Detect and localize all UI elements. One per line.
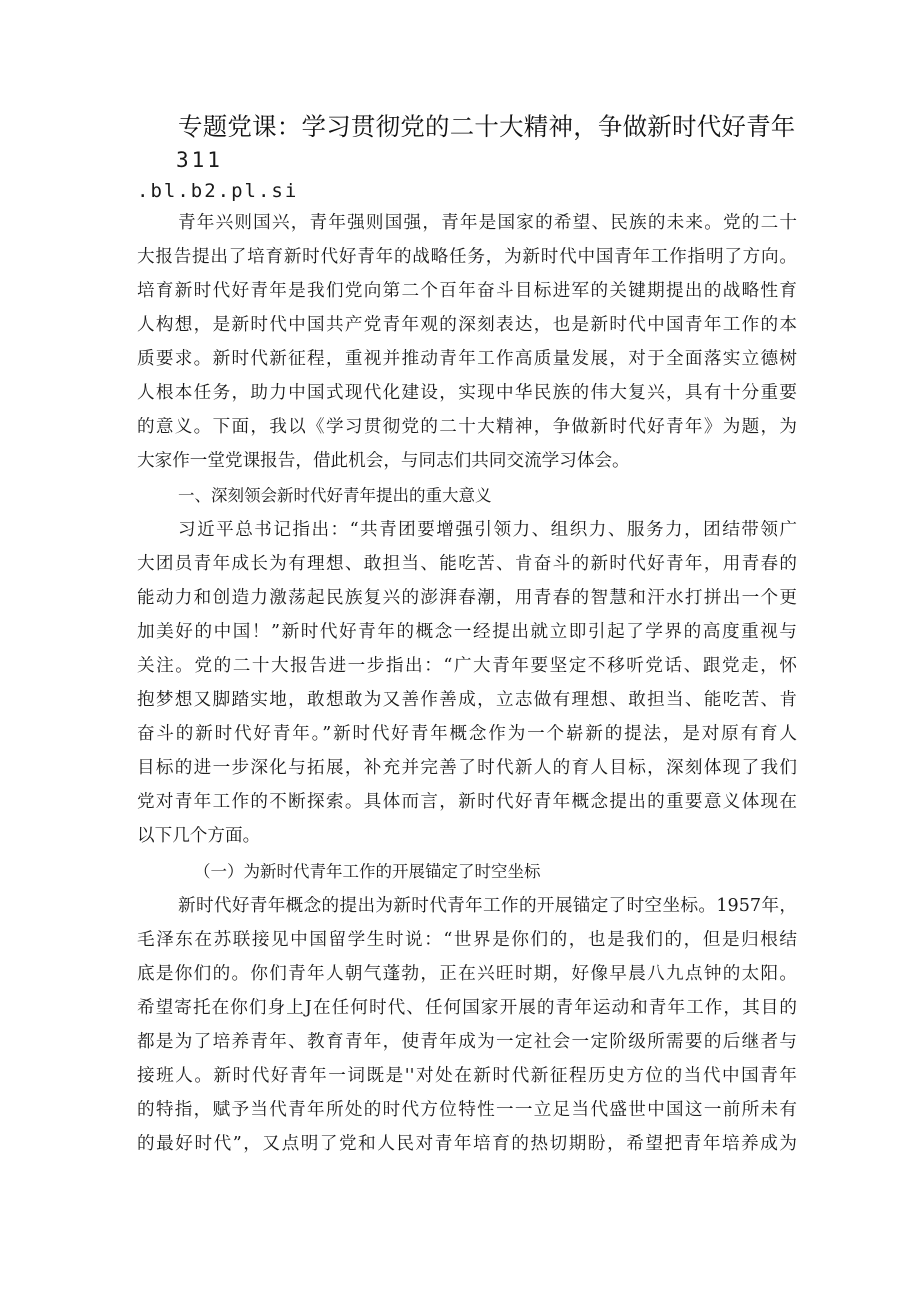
intro-line: 培育新时代好青年是我们党向第二个百年奋斗目标进军的关键期提出的战略性育 bbox=[137, 281, 797, 301]
intro-line: 人根本任务，助力中国式现代化建设，实现中华民族的伟大复兴，具有十分重要 bbox=[137, 383, 797, 403]
subsection1-line: 接班人。新时代好青年一词既是''对处在新时代新征程历史方位的当代中国青年 bbox=[137, 1066, 797, 1086]
intro-line: 大家作一堂党课报告，借此机会，与同志们共同交流学习体会。 bbox=[137, 451, 630, 471]
intro-line: 人构想，是新时代中国共产党青年观的深刻表达，也是新时代中国青年工作的本 bbox=[137, 315, 797, 335]
intro-line: 的意义。下面，我以《学习贯彻党的二十大精神，争做新时代好青年》为题，为 bbox=[137, 417, 797, 437]
section1-line: 党对青年工作的不断探索。具体而言，新时代好青年概念提出的重要意义体现在 bbox=[137, 792, 797, 812]
document-subtitle-number: 311 bbox=[176, 148, 223, 172]
document-subtitle-code: .bl.b2.pl.si bbox=[137, 180, 299, 202]
intro-line: 青年兴则国兴，青年强则国强，青年是国家的希望、民族的未来。党的二十 bbox=[178, 213, 797, 233]
subsection1-line: 都是为了培养青年、教育青年，使青年成为一定社会一定阶级所需要的后继者与 bbox=[137, 1032, 797, 1052]
section1-line: 以下几个方面。 bbox=[137, 826, 261, 846]
section-heading: 一、深刻领会新时代好青年提出的重大意义 bbox=[178, 486, 492, 505]
section1-line: 关注。党的二十大报告进一步指出：“广大青年要坚定不移听党话、跟党走，怀 bbox=[137, 656, 797, 676]
section1-line: 能动力和创造力激荡起民族复兴的澎湃春潮，用青春的智慧和汗水打拼出一个更 bbox=[137, 588, 797, 608]
subsection-heading: （一）为新时代青年工作的开展锚定了时空坐标 bbox=[194, 862, 541, 881]
section1-line: 抱梦想又脚踏实地，敢想敢为又善作善成，立志做有理想、敢担当、能吃苦、肯 bbox=[137, 690, 797, 710]
subsection1-line: 的特指，赋予当代青年所处的时代方位特性一一立足当代盛世中国这一前所未有 bbox=[137, 1100, 797, 1120]
subsection1-line: 希望寄托在你们身上J在任何时代、任何国家开展的青年运动和青年工作，其目的 bbox=[137, 998, 797, 1018]
intro-line: 大报告提出了培育新时代好青年的战略任务，为新时代中国青年工作指明了方向。 bbox=[137, 247, 797, 267]
intro-line: 质要求。新时代新征程，重视并推动青年工作高质量发展，对于全面落实立德树 bbox=[137, 349, 797, 369]
subsection1-line: 毛泽东在苏联接见中国留学生时说：“世界是你们的，也是我们的，但是归根结 bbox=[137, 930, 797, 950]
section1-line: 奋斗的新时代好青年。”新时代好青年概念作为一个崭新的提法，是对原有育人 bbox=[137, 724, 797, 744]
section1-line: 加美好的中国！”新时代好青年的概念一经提出就立即引起了学界的高度重视与 bbox=[137, 622, 797, 642]
section1-line: 目标的进一步深化与拓展，补充并完善了时代新人的育人目标，深刻体现了我们 bbox=[137, 758, 797, 778]
section1-line: 习近平总书记指出：“共青团要增强引领力、组织力、服务力，团结带领广 bbox=[178, 520, 797, 540]
document-title: 专题党课：学习贯彻党的二十大精神，争做新时代好青年 bbox=[178, 112, 796, 141]
subsection1-line: 新时代好青年概念的提出为新时代青年工作的开展锚定了时空坐标。1957年， bbox=[178, 896, 797, 916]
subsection1-line: 底是你们的。你们青年人朝气蓬勃，正在兴旺时期，好像早晨八九点钟的太阳。 bbox=[137, 964, 797, 984]
section1-line: 大团员青年成长为有理想、敢担当、能吃苦、肯奋斗的新时代好青年，用青春的 bbox=[137, 554, 797, 574]
subsection1-line: 的最好时代”，又点明了党和人民对青年培育的热切期盼，希望把青年培养成为 bbox=[137, 1134, 797, 1154]
